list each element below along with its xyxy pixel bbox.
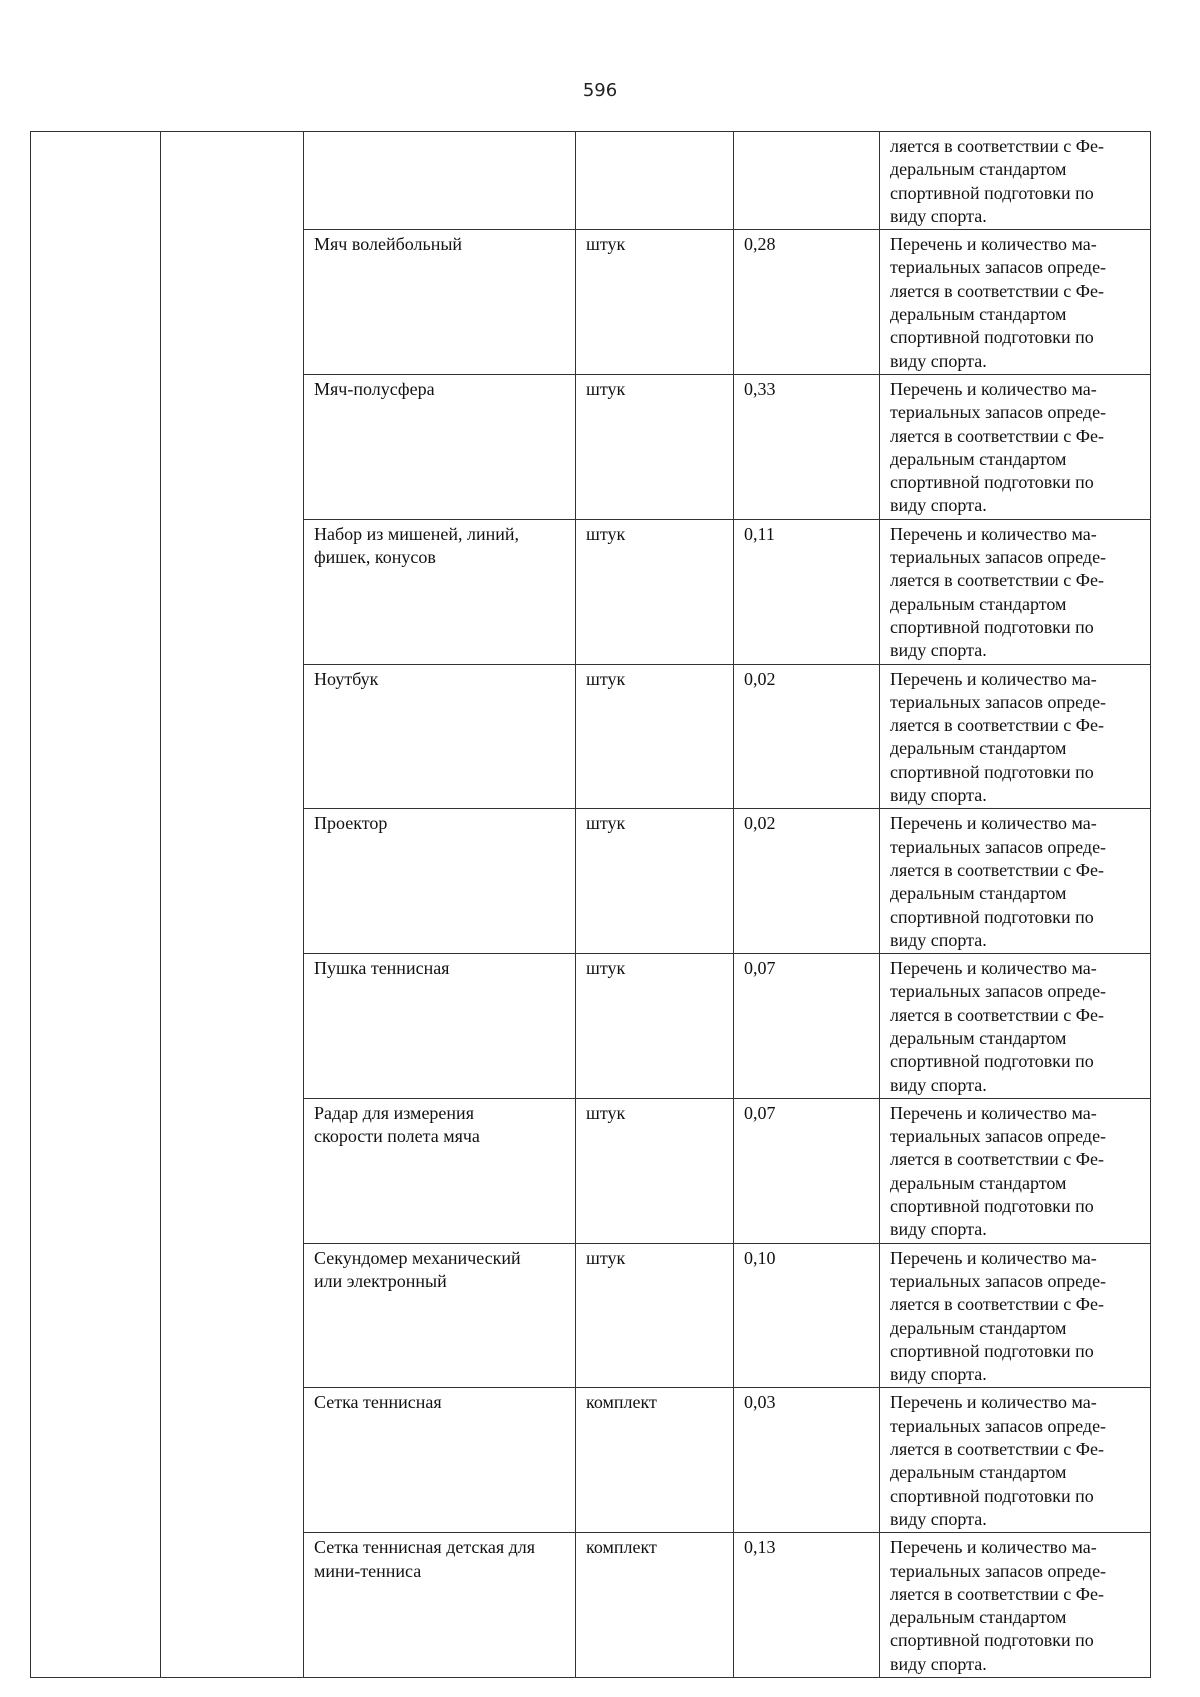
cell-note: Перечень и количество ма- териальных запасов опреде- ляется в соответствии с Фе- деральным стандартом спортивной подготовки по виду спорта. [880, 230, 1151, 375]
cell-name: Секундомер механический или электронный [304, 1243, 576, 1388]
cell-name: Мяч-полусфера [304, 374, 576, 519]
cell-note: Перечень и количество ма- териальных запасов опреде- ляется в соответствии с Фе- деральным стандартом спортивной подготовки по виду спорта. [880, 1098, 1151, 1243]
cell-unit: штук [576, 230, 734, 375]
merged-cell-col1 [31, 132, 161, 1678]
cell-unit: комплект [576, 1388, 734, 1533]
cell-unit [576, 132, 734, 230]
cell-note: Перечень и количество ма- териальных запасов опреде- ляется в соответствии с Фе- деральным стандартом спортивной подготовки по виду спорта. [880, 1243, 1151, 1388]
cell-quantity: 0,28 [734, 230, 880, 375]
cell-quantity: 0,02 [734, 809, 880, 954]
cell-name: Пушка теннисная [304, 954, 576, 1099]
cell-quantity: 0,03 [734, 1388, 880, 1533]
cell-note: Перечень и количество ма- териальных запасов опреде- ляется в соответствии с Фе- деральным стандартом спортивной подготовки по виду спорта. [880, 664, 1151, 809]
page-number: 596 [582, 80, 618, 101]
table-body [31, 132, 1151, 1678]
cell-name: Ноутбук [304, 664, 576, 809]
cell-unit: штук [576, 664, 734, 809]
cell-note: Перечень и количество ма- териальных запасов опреде- ляется в соответствии с Фе- деральным стандартом спортивной подготовки по виду спорта. [880, 1533, 1151, 1678]
cell-note: Перечень и количество ма- териальных запасов опреде- ляется в соответствии с Фе- деральным стандартом спортивной подготовки по виду спорта. [880, 1388, 1151, 1533]
cell-quantity [734, 132, 880, 230]
cell-unit: штук [576, 954, 734, 1099]
cell-name: Мяч волейбольный [304, 230, 576, 375]
cell-name: Сетка теннисная [304, 1388, 576, 1533]
cell-unit: штук [576, 809, 734, 954]
cell-unit: комплект [576, 1533, 734, 1678]
cell-quantity: 0,13 [734, 1533, 880, 1678]
cell-note: Перечень и количество ма- териальных запасов опреде- ляется в соответствии с Фе- деральным стандартом спортивной подготовки по виду спорта. [880, 809, 1151, 954]
cell-name [304, 132, 576, 230]
cell-note: Перечень и количество ма- териальных запасов опреде- ляется в соответствии с Фе- деральным стандартом спортивной подготовки по виду спорта. [880, 519, 1151, 664]
equipment-table [30, 131, 1151, 1678]
cell-quantity: 0,33 [734, 374, 880, 519]
cell-quantity: 0,07 [734, 1098, 880, 1243]
cell-name: Сетка теннисная детская для мини-тенниса [304, 1533, 576, 1678]
cell-name: Радар для измерения скорости полета мяча [304, 1098, 576, 1243]
cell-name: Набор из мишеней, линий, фишек, конусов [304, 519, 576, 664]
cell-unit: штук [576, 1243, 734, 1388]
cell-note: Перечень и количество ма- териальных запасов опреде- ляется в соответствии с Фе- деральным стандартом спортивной подготовки по виду спорта. [880, 954, 1151, 1099]
cell-unit: штук [576, 519, 734, 664]
cell-unit: штук [576, 1098, 734, 1243]
table-row [31, 132, 1151, 230]
cell-quantity: 0,02 [734, 664, 880, 809]
cell-quantity: 0,10 [734, 1243, 880, 1388]
merged-cell-col2 [161, 132, 304, 1678]
cell-unit: штук [576, 374, 734, 519]
cell-quantity: 0,11 [734, 519, 880, 664]
cell-note: Перечень и количество ма- териальных запасов опреде- ляется в соответствии с Фе- деральным стандартом спортивной подготовки по виду спорта. [880, 374, 1151, 519]
cell-name: Проектор [304, 809, 576, 954]
cell-note: ляется в соответствии с Фе- деральным стандартом спортивной подготовки по виду спорта. [880, 132, 1151, 230]
cell-quantity: 0,07 [734, 954, 880, 1099]
